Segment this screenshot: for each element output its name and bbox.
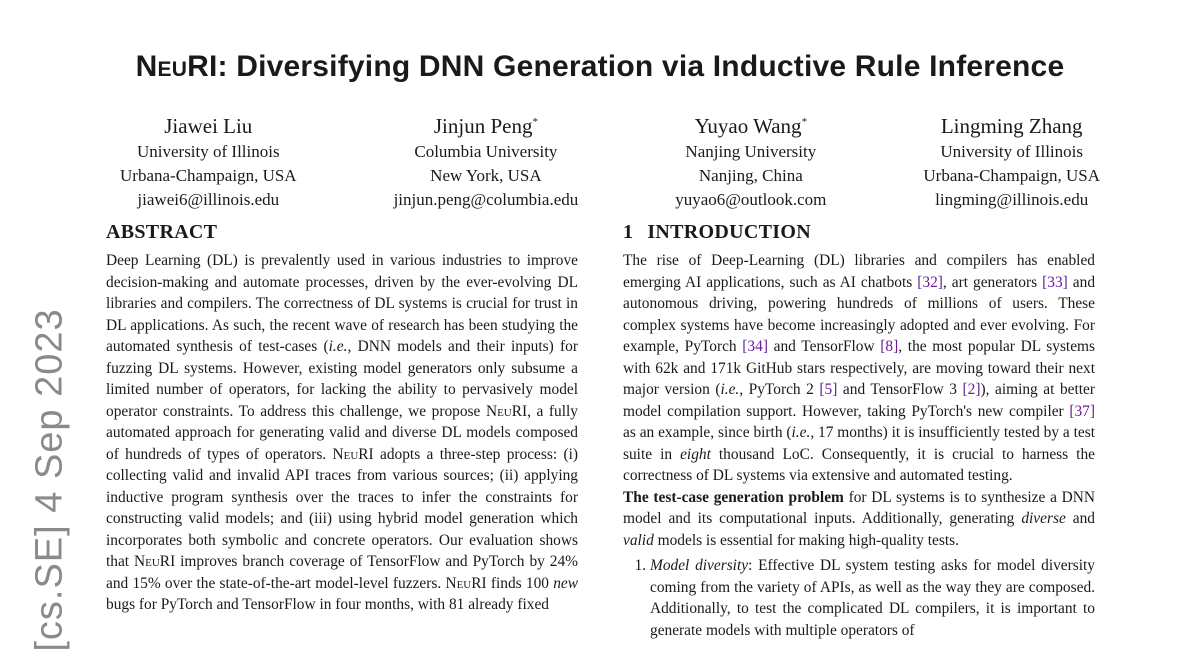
author-email: yuyao6@outlook.com <box>675 190 827 209</box>
intro-list <box>623 555 1095 641</box>
author-name: Yuyao Wang* <box>694 114 808 138</box>
citation-link[interactable]: [37] <box>1069 402 1095 420</box>
author-email: jiawei6@illinois.edu <box>137 190 280 209</box>
author-location: Urbana-Champaign, USA <box>923 166 1100 185</box>
abstract-text: Deep Learning (DL) is prevalently used in various industries to improve decision-making and automate processes, driven by the ever-evolving DL libraries and compilers. The correctness of DL systems is crucial for trust in DL applications. As such, the recent wave of research has been studying the automated synthesis of test-cases (i.e., DNN models and their inputs) for fuzzing DL systems. However, existing model generators only subsume a limited number of operators, for lacking the ability to pervasively model operator constraints. To address this challenge, we propose NeuRI, a fully automated approach for generating valid and diverse DL models composed of hundreds of types of operators. NeuRI adopts a three-step process: (i) collecting valid and invalid API traces from various sources; (ii) applying inductive program synthesis over the traces to infer the constraints for constructing valid models; and (iii) using hybrid model generation which incorporates both symbolic and concrete operators. Our evaluation shows that NeuRI improves branch coverage of TensorFlow and PyTorch by 24% and 15% over the state-of-the-art model-level fuzzers. NeuRI finds 100 new bugs for PyTorch and TensorFlow in four months, with 81 already fixed <box>106 252 579 613</box>
author-name: Lingming Zhang <box>940 114 1083 138</box>
author-affiliation: Nanjing University <box>685 142 817 161</box>
citation-link[interactable]: [34] <box>742 338 768 355</box>
author-2 <box>394 108 579 212</box>
author-location: Nanjing, China <box>698 166 803 185</box>
citation-link[interactable]: [32] <box>917 273 943 291</box>
intro-paragraph-2: The test-case generation problem for DL systems is to synthesize a DNN model and its computational inputs. Additionally, generating diverse and valid models is essential for making high-quality tests. <box>623 488 1095 549</box>
author-location: New York, USA <box>430 166 542 185</box>
author-block <box>120 108 1100 212</box>
author-name: Jiawei Liu <box>164 114 253 138</box>
abstract-section <box>106 218 578 616</box>
abstract-heading: ABSTRACT <box>106 221 218 243</box>
introduction-heading: 1 INTRODUCTION <box>623 221 811 243</box>
title-rest: : Diversifying DNN Generation via Inductive Rule Inference <box>217 50 1065 83</box>
author-email: lingming@illinois.edu <box>935 190 1089 209</box>
title-system-name: NeuRI <box>135 50 218 83</box>
citation-link[interactable]: [2] <box>962 381 981 398</box>
author-name: Jinjun Peng* <box>433 114 538 138</box>
author-affiliation: University of Illinois <box>940 142 1083 161</box>
author-4 <box>923 108 1100 212</box>
author-3 <box>675 108 826 212</box>
author-1 <box>120 108 297 212</box>
author-affiliation: University of Illinois <box>136 142 280 161</box>
citation-link[interactable]: [5] <box>819 381 838 398</box>
intro-paragraph-1: The rise of Deep-Learning (DL) libraries and compilers has enabled emerging AI applications, such as AI chatbots [32], art generators [33] and autonomous driving, powering hundreds of millions of users. These complex systems have become increasingly adopted and ever evolving. For example, PyTorch [34] and TensorFlow [8], the most popular DL systems with 62k and 171k GitHub stars respectively, are moving toward their next major version (i.e., PyTorch 2 [5] and TensorFlow 3 [2]), aiming at better model compilation support. However, taking PyTorch's new compiler [37] as an example, since birth (i.e., 17 months) it is insufficiently tested by a test suite in eight thousand LoC. Consequently, it is crucial to harness the correctness of DL systems via extensive and automated testing. <box>623 252 1096 484</box>
author-affiliation: Columbia University <box>414 142 558 161</box>
introduction-section <box>623 218 1095 641</box>
author-email: jinjun.peng@columbia.edu <box>393 190 579 209</box>
citation-link[interactable]: [8] <box>880 338 899 355</box>
author-location: Urbana-Champaign, USA <box>120 166 297 185</box>
paper-title <box>0 50 1200 84</box>
list-item: 1. Model diversity: Effective DL system testing asks for model diversity coming from the variety of APIs, as well as the way they are composed. Additionally, to test the complicated DL compilers, it is important to generate models with multiple operators of <box>650 555 1095 641</box>
citation-link[interactable]: [33] <box>1042 273 1068 291</box>
